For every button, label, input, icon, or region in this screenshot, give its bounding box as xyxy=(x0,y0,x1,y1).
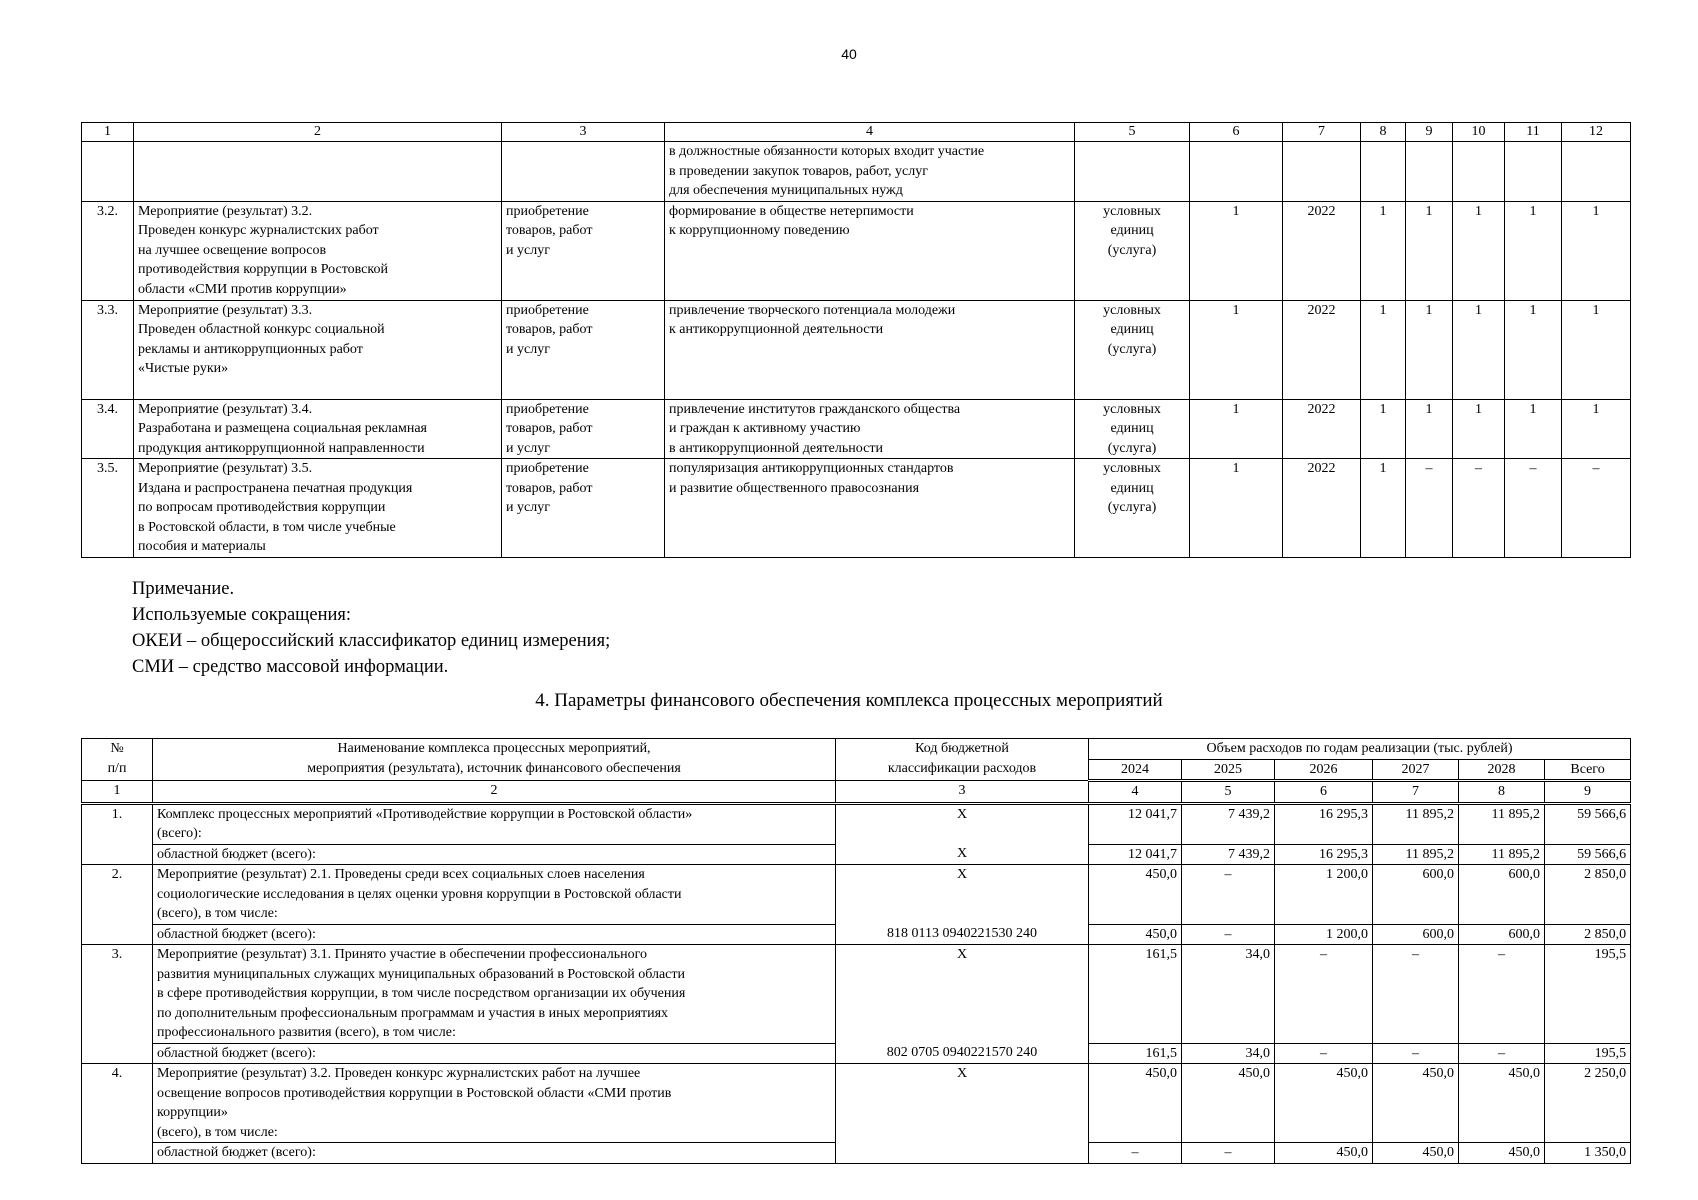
amount: 195,5 xyxy=(1545,1043,1631,1064)
col-num: 11 xyxy=(1505,123,1562,142)
table-row xyxy=(82,945,1631,1044)
value: 1 xyxy=(1406,300,1453,399)
finance-table xyxy=(81,738,1631,1164)
event-name: Мероприятие (результат) 3.4. Разработана и размещена социальная рекламная продукция антикоррупционной направленности xyxy=(134,399,502,459)
budget-code: Х xyxy=(836,1064,1089,1143)
table-row xyxy=(82,201,1631,300)
indicators-table xyxy=(81,122,1631,558)
base-value: 1 xyxy=(1190,201,1283,300)
amount: 7 439,2 xyxy=(1182,803,1275,844)
amount: 450,0 xyxy=(1373,1143,1459,1164)
header-year: 2028 xyxy=(1459,759,1545,781)
amount: 2 250,0 xyxy=(1545,1064,1631,1143)
value: – xyxy=(1453,459,1505,558)
amount: – xyxy=(1275,1043,1373,1064)
col-num: 10 xyxy=(1453,123,1505,142)
row-name: областной бюджет (всего): xyxy=(153,1043,836,1064)
amount: 11 895,2 xyxy=(1373,844,1459,865)
amount: 450,0 xyxy=(1373,1064,1459,1143)
table-subrow xyxy=(82,924,1631,945)
base-year: 2022 xyxy=(1283,459,1361,558)
amount: 1 200,0 xyxy=(1275,924,1373,945)
note-title: Примечание. xyxy=(132,579,235,599)
table-row xyxy=(82,399,1631,459)
value: 1 xyxy=(1505,399,1562,459)
header-name: Наименование комплекса процессных мероприятий, мероприятия (результата), источник финансового обеспечения xyxy=(153,739,836,781)
header-year: 2025 xyxy=(1182,759,1275,781)
event-type: приобретение товаров, работ и услуг xyxy=(502,300,665,399)
amount: 450,0 xyxy=(1182,1064,1275,1143)
base-value: 1 xyxy=(1190,459,1283,558)
amount: 450,0 xyxy=(1459,1064,1545,1143)
value: 1 xyxy=(1361,300,1406,399)
amount: 600,0 xyxy=(1459,865,1545,925)
table-row xyxy=(82,300,1631,399)
col-num: 1 xyxy=(82,781,153,804)
value: 1 xyxy=(1453,399,1505,459)
amount: 600,0 xyxy=(1373,924,1459,945)
row-name: Комплекс процессных мероприятий «Противодействие коррупции в Ростовской области» (всего): xyxy=(153,803,836,844)
amount: 2 850,0 xyxy=(1545,865,1631,925)
page-number: 40 xyxy=(841,46,857,62)
value: – xyxy=(1562,459,1631,558)
table-subrow xyxy=(82,1043,1631,1064)
value: 1 xyxy=(1562,300,1631,399)
col-num: 3 xyxy=(836,781,1089,804)
budget-code: Х xyxy=(836,803,1089,844)
amount: 12 041,7 xyxy=(1089,803,1182,844)
unit: условных единиц (услуга) xyxy=(1075,459,1190,558)
value: 1 xyxy=(1562,201,1631,300)
header-no: № п/п xyxy=(82,739,153,781)
col-num: 1 xyxy=(82,123,134,142)
col-num: 7 xyxy=(1373,781,1459,804)
amount: 2 850,0 xyxy=(1545,924,1631,945)
col-num: 7 xyxy=(1283,123,1361,142)
header-total: Всего xyxy=(1545,759,1631,781)
budget-code xyxy=(836,1143,1089,1164)
header-code: Код бюджетной классификации расходов xyxy=(836,739,1089,781)
note-line: Используемые сокращения: xyxy=(132,605,352,625)
row-name: Мероприятие (результат) 3.1. Принято участие в обеспечении профессионального развития муниципальных служащих муниципальных образований в Ростовской области в сфере противодействия коррупции, в том числе посредством организации их обучения по дополнительным профессиональным программам и участия в иных мероприятиях профессионального развития (всего), в том числе: xyxy=(153,945,836,1044)
amount: 12 041,7 xyxy=(1089,844,1182,865)
value: 1 xyxy=(1453,201,1505,300)
section-title: 4. Параметры финансового обеспечения комплекса процессных мероприятий xyxy=(535,690,1163,711)
unit: условных единиц (услуга) xyxy=(1075,300,1190,399)
row-number: 3.4. xyxy=(82,399,134,459)
column-number-row xyxy=(82,781,1631,804)
event-type: приобретение товаров, работ и услуг xyxy=(502,459,665,558)
base-value: 1 xyxy=(1190,300,1283,399)
amount: 59 566,6 xyxy=(1545,803,1631,844)
header-volume: Объем расходов по годам реализации (тыс. рублей) xyxy=(1089,739,1631,760)
amount: 450,0 xyxy=(1089,924,1182,945)
event-name: Мероприятие (результат) 3.2. Проведен конкурс журналистских работ на лучшее освещение вопросов противодействия коррупции в Ростовской области «СМИ против коррупции» xyxy=(134,201,502,300)
base-year: 2022 xyxy=(1283,399,1361,459)
row-number: 1. xyxy=(82,803,153,865)
base-year: 2022 xyxy=(1283,201,1361,300)
description-cell: в должностные обязанности которых входит участие в проведении закупок товаров, работ, услуг для обеспечения муниципальных нужд xyxy=(665,142,1075,202)
col-num: 8 xyxy=(1459,781,1545,804)
row-number: 4. xyxy=(82,1064,153,1164)
row-number: 3.2. xyxy=(82,201,134,300)
amount: 161,5 xyxy=(1089,945,1182,1044)
amount: 7 439,2 xyxy=(1182,844,1275,865)
amount: 600,0 xyxy=(1373,865,1459,925)
amount: – xyxy=(1275,945,1373,1044)
amount: 16 295,3 xyxy=(1275,803,1373,844)
budget-code: Х xyxy=(836,844,1089,865)
value: 1 xyxy=(1505,300,1562,399)
note-line: ОКЕИ – общероссийский классификатор единиц измерения; xyxy=(132,631,611,651)
col-num: 9 xyxy=(1406,123,1453,142)
event-name: Мероприятие (результат) 3.3. Проведен областной конкурс социальной рекламы и антикоррупционных работ «Чистые руки» xyxy=(134,300,502,399)
value: – xyxy=(1505,459,1562,558)
amount: – xyxy=(1459,945,1545,1044)
column-number-row xyxy=(82,123,1631,142)
table-row xyxy=(82,459,1631,558)
budget-code: 818 0113 0940221530 240 xyxy=(836,924,1089,945)
amount: 450,0 xyxy=(1459,1143,1545,1164)
col-num: 3 xyxy=(502,123,665,142)
amount: – xyxy=(1182,1143,1275,1164)
row-number: 3.3. xyxy=(82,300,134,399)
budget-code: Х xyxy=(836,865,1089,925)
col-num: 6 xyxy=(1190,123,1283,142)
amount: – xyxy=(1182,924,1275,945)
event-name: Мероприятие (результат) 3.5. Издана и распространена печатная продукция по вопросам противодействия коррупции в Ростовской области, в том числе учебные пособия и материалы xyxy=(134,459,502,558)
amount: 450,0 xyxy=(1275,1064,1373,1143)
table-row xyxy=(82,142,1631,202)
row-name: Мероприятие (результат) 3.2. Проведен конкурс журналистских работ на лучшее освещение вопросов противодействия коррупции в Ростовской области «СМИ против коррупции» (всего), в том числе: xyxy=(153,1064,836,1143)
row-number: 3.5. xyxy=(82,459,134,558)
value: 1 xyxy=(1453,300,1505,399)
value: 1 xyxy=(1361,399,1406,459)
value: 1 xyxy=(1505,201,1562,300)
amount: 450,0 xyxy=(1089,1064,1182,1143)
col-num: 2 xyxy=(153,781,836,804)
table-subrow xyxy=(82,844,1631,865)
event-type: приобретение товаров, работ и услуг xyxy=(502,399,665,459)
row-name: областной бюджет (всего): xyxy=(153,844,836,865)
col-num: 4 xyxy=(665,123,1075,142)
amount: 34,0 xyxy=(1182,945,1275,1044)
col-num: 4 xyxy=(1089,781,1182,804)
header-year: 2026 xyxy=(1275,759,1373,781)
amount: 34,0 xyxy=(1182,1043,1275,1064)
row-name: областной бюджет (всего): xyxy=(153,1143,836,1164)
value: 1 xyxy=(1361,201,1406,300)
amount: – xyxy=(1089,1143,1182,1164)
value: 1 xyxy=(1361,459,1406,558)
amount: 450,0 xyxy=(1275,1143,1373,1164)
col-num: 12 xyxy=(1562,123,1631,142)
amount: – xyxy=(1373,1043,1459,1064)
value: 1 xyxy=(1406,201,1453,300)
unit: условных единиц (услуга) xyxy=(1075,399,1190,459)
value: 1 xyxy=(1562,399,1631,459)
col-num: 6 xyxy=(1275,781,1373,804)
row-name: Мероприятие (результат) 2.1. Проведены среди всех социальных слоев населения социологические исследования в целях оценки уровня коррупции в Ростовской области (всего), в том числе: xyxy=(153,865,836,925)
base-value: 1 xyxy=(1190,399,1283,459)
event-description: популяризация антикоррупционных стандартов и развитие общественного правосознания xyxy=(665,459,1075,558)
col-num: 9 xyxy=(1545,781,1631,804)
header-row xyxy=(82,739,1631,760)
row-number: 3. xyxy=(82,945,153,1064)
row-number: 2. xyxy=(82,865,153,945)
budget-code: 802 0705 0940221570 240 xyxy=(836,1043,1089,1064)
col-num: 2 xyxy=(134,123,502,142)
col-num: 8 xyxy=(1361,123,1406,142)
table-row xyxy=(82,1064,1631,1143)
budget-code: Х xyxy=(836,945,1089,1044)
event-description: привлечение институтов гражданского общества и граждан к активному участию в антикоррупционной деятельности xyxy=(665,399,1075,459)
unit: условных единиц (услуга) xyxy=(1075,201,1190,300)
amount: – xyxy=(1373,945,1459,1044)
amount: 1 350,0 xyxy=(1545,1143,1631,1164)
table-row xyxy=(82,803,1631,844)
col-num: 5 xyxy=(1075,123,1190,142)
amount: 11 895,2 xyxy=(1373,803,1459,844)
col-num: 5 xyxy=(1182,781,1275,804)
header-year: 2024 xyxy=(1089,759,1182,781)
row-name: областной бюджет (всего): xyxy=(153,924,836,945)
amount: 11 895,2 xyxy=(1459,803,1545,844)
note-line: СМИ – средство массовой информации. xyxy=(132,657,449,677)
table-subrow xyxy=(82,1143,1631,1164)
note-block xyxy=(132,576,610,680)
header-year: 2027 xyxy=(1373,759,1459,781)
amount: 600,0 xyxy=(1459,924,1545,945)
table-row xyxy=(82,865,1631,925)
amount: 11 895,2 xyxy=(1459,844,1545,865)
amount: 161,5 xyxy=(1089,1043,1182,1064)
base-year: 2022 xyxy=(1283,300,1361,399)
amount: 195,5 xyxy=(1545,945,1631,1044)
event-type: приобретение товаров, работ и услуг xyxy=(502,201,665,300)
amount: – xyxy=(1459,1043,1545,1064)
event-description: привлечение творческого потенциала молодежи к антикоррупционной деятельности xyxy=(665,300,1075,399)
amount: – xyxy=(1182,865,1275,925)
value: – xyxy=(1406,459,1453,558)
value: 1 xyxy=(1406,399,1453,459)
amount: 1 200,0 xyxy=(1275,865,1373,925)
amount: 16 295,3 xyxy=(1275,844,1373,865)
amount: 450,0 xyxy=(1089,865,1182,925)
event-description: формирование в обществе нетерпимости к коррупционному поведению xyxy=(665,201,1075,300)
amount: 59 566,6 xyxy=(1545,844,1631,865)
